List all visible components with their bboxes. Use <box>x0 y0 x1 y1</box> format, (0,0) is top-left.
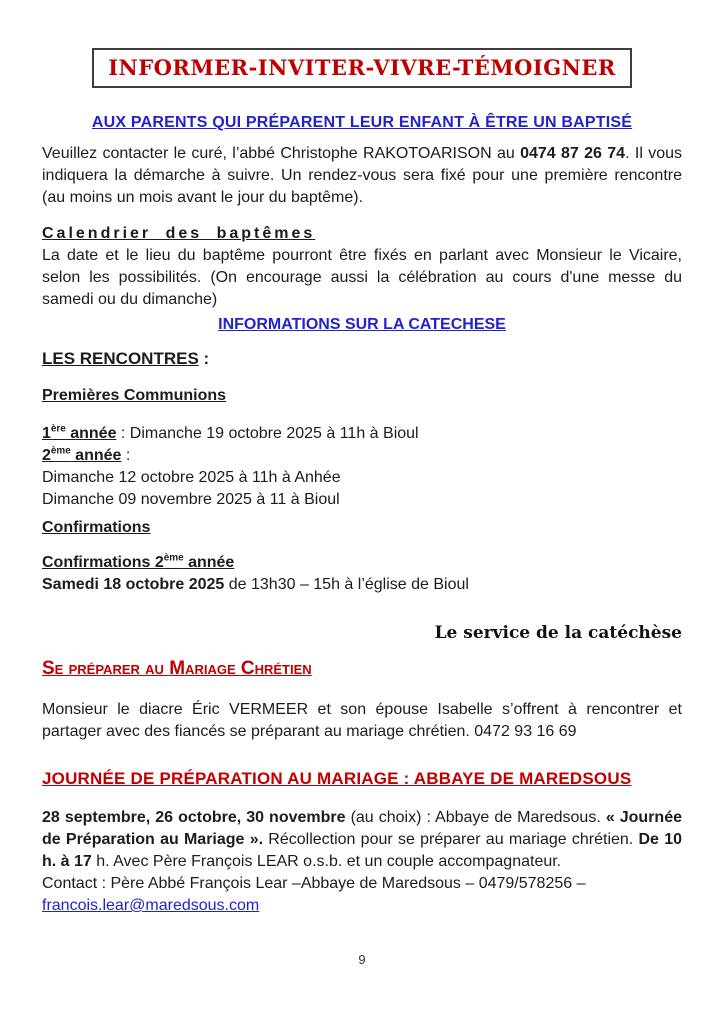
banner-box <box>92 48 632 88</box>
bapteme-heading: AUX PARENTS QUI PRÉPARENT LEUR ENFANT À ÊTRE UN BAPTISÉ <box>91 114 633 131</box>
calendrier-heading: Calendrier des baptêmes <box>42 225 316 242</box>
annee2-label: 2ème année <box>42 445 122 464</box>
catechese-signature: Le service de la catéchèse <box>434 623 682 643</box>
vermeer-paragraph: Monsieur le diacre Éric VERMEER et son épouse Isabelle s’offrent à rencontrer et partager avec des fiancés se préparant au mariage chrétien. 0472 93 16 69 <box>42 701 682 740</box>
rencontres-label: LES RENCONTRES <box>42 349 199 368</box>
intro-text-after-phone: . Il vous indiquera la démarche à suivre. Un rendez-vous sera fixé pour une première rencontre (au moins un mois avant le jour du baptême). <box>42 145 682 206</box>
journee-paragraph <box>42 807 682 917</box>
annee1-schedule: : Dimanche 19 octobre 2025 à 11h à Bioul <box>116 425 419 442</box>
confirmations2-label: Confirmations 2ème année <box>42 552 235 571</box>
calendrier-paragraph: La date et le lieu du baptême pourront être fixés en parlant avec Monsieur le Vicaire, selon les possibilités. (On encourage aussi la célébration au cours d'une messe du samedi ou du dimanche) <box>42 247 682 308</box>
annee2-colon: : <box>121 447 131 464</box>
annee1-line <box>42 423 682 445</box>
confirmations2-details: de 13h30 – 15h à l’église de Bioul <box>224 576 469 593</box>
schedule-line-1: Dimanche 12 octobre 2025 à 11h à Anhée <box>42 469 341 486</box>
mariage-preparer-heading: Se préparer au Mariage Chrétien <box>42 658 312 679</box>
journee-heading: JOURNÉE DE PRÉPARATION AU MARIAGE : ABBAYE DE MAREDSOUS <box>42 769 632 788</box>
banner-title: INFORMER-INVITER-VIVRE-TÉMOIGNER <box>108 55 616 80</box>
rencontres-heading <box>42 347 682 370</box>
schedule-line-2: Dimanche 09 novembre 2025 à 11 à Bioul <box>42 491 340 508</box>
communions-heading: Premières Communions <box>42 387 227 404</box>
confirmations2-date: Samedi 18 octobre 2025 <box>42 576 225 593</box>
phone-number: 0474 87 26 74 <box>520 145 626 162</box>
annee1-superscript: ère <box>50 423 66 435</box>
confirmations-heading: Confirmations <box>42 519 151 536</box>
contact-line: Contact : Père Abbé François Lear –Abbaye de Maredsous – 0479/578256 – <box>42 875 586 892</box>
annee1-label: 1ère année <box>42 423 117 442</box>
journee-recollection: Récollection pour se préparer au mariage chrétien. <box>263 831 639 848</box>
confirmations2-heading <box>42 552 682 574</box>
catechese-heading: INFORMATIONS SUR LA CATECHESE <box>218 316 506 333</box>
journee-hours-rest: h. Avec Père François LEAR o.s.b. et un couple accompagnateur. <box>91 853 562 870</box>
annee2-line <box>42 445 682 467</box>
annee2-superscript: ème <box>50 445 71 457</box>
bapteme-intro-paragraph <box>42 143 682 209</box>
page-number: 9 <box>358 952 366 967</box>
email-link[interactable]: francois.lear@maredsous.com <box>42 897 260 914</box>
journee-dates-rest: (au choix) : Abbaye de Maredsous. <box>345 809 606 826</box>
intro-text-before-phone: Veuillez contacter le curé, l’abbé Christophe RAKOTOARISON au <box>42 145 521 162</box>
journee-hours: De 10 h. à 17 <box>42 831 682 870</box>
journee-title-quote: « Journée de Préparation au Mariage ». <box>42 809 682 848</box>
confirmations2-superscript: ème <box>163 552 184 564</box>
confirmations2-date-line <box>42 574 682 596</box>
rencontres-colon: : <box>198 349 210 368</box>
journee-dates: 28 septembre, 26 octobre, 30 novembre <box>42 809 346 826</box>
